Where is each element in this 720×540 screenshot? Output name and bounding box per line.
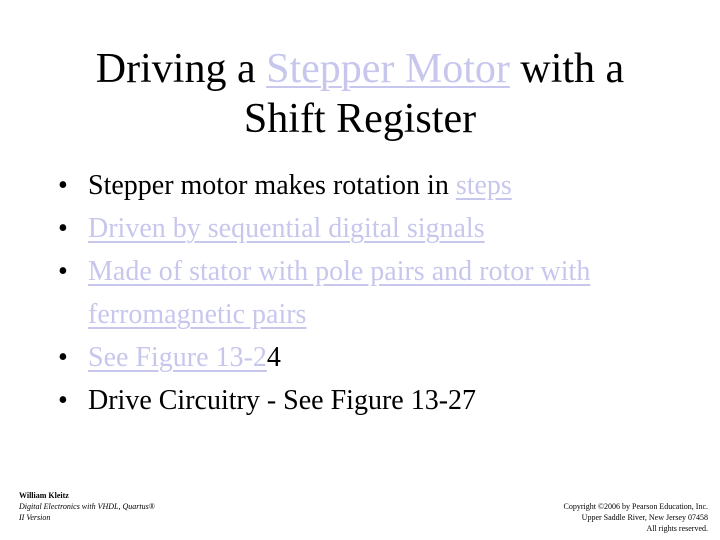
footer-book-title: Digital Electronics with VHDL, Quartus® bbox=[19, 502, 155, 511]
title-text-start: Driving a bbox=[95, 46, 267, 92]
steps-link[interactable]: steps bbox=[455, 170, 512, 201]
bullet-icon: • bbox=[58, 170, 68, 201]
bullet-item bbox=[58, 379, 678, 422]
bullet-text: 4 bbox=[266, 342, 281, 373]
title-text-end: with a bbox=[509, 46, 625, 92]
bullet-list bbox=[58, 164, 678, 422]
stator-rotor-link[interactable]: Made of stator with pole pairs and rotor with ferromagnetic pairs bbox=[88, 256, 591, 330]
title-line-1 bbox=[0, 44, 720, 94]
bullet-icon: • bbox=[58, 342, 68, 373]
footer-book-version: II Version bbox=[19, 513, 51, 522]
bullet-item bbox=[58, 336, 678, 379]
bullet-item bbox=[58, 164, 678, 207]
stepper-motor-link[interactable]: Stepper Motor bbox=[266, 46, 510, 92]
bullet-text: Stepper motor makes rotation in bbox=[88, 170, 456, 201]
bullet-icon: • bbox=[58, 256, 68, 287]
footer-copyright bbox=[564, 501, 709, 534]
footer-author: William Kleitz bbox=[19, 491, 69, 500]
slide-title bbox=[0, 44, 720, 144]
footer-book-info bbox=[19, 490, 155, 523]
bullet-item bbox=[58, 250, 678, 336]
bullet-text: Drive Circuitry - See Figure 13-27 bbox=[88, 385, 477, 416]
bullet-icon: • bbox=[58, 385, 68, 416]
rights-reserved: All rights reserved. bbox=[646, 524, 708, 533]
copyright-line: Copyright ©2006 by Pearson Education, Inc. bbox=[563, 502, 708, 511]
publisher-address: Upper Saddle River, New Jersey 07458 bbox=[581, 513, 708, 522]
title-line-2: Shift Register bbox=[243, 96, 477, 142]
figure-13-24-link[interactable]: See Figure 13-2 bbox=[88, 342, 267, 373]
sequential-signals-link[interactable]: Driven by sequential digital signals bbox=[88, 213, 485, 244]
bullet-item bbox=[58, 207, 678, 250]
bullet-icon: • bbox=[58, 213, 68, 244]
